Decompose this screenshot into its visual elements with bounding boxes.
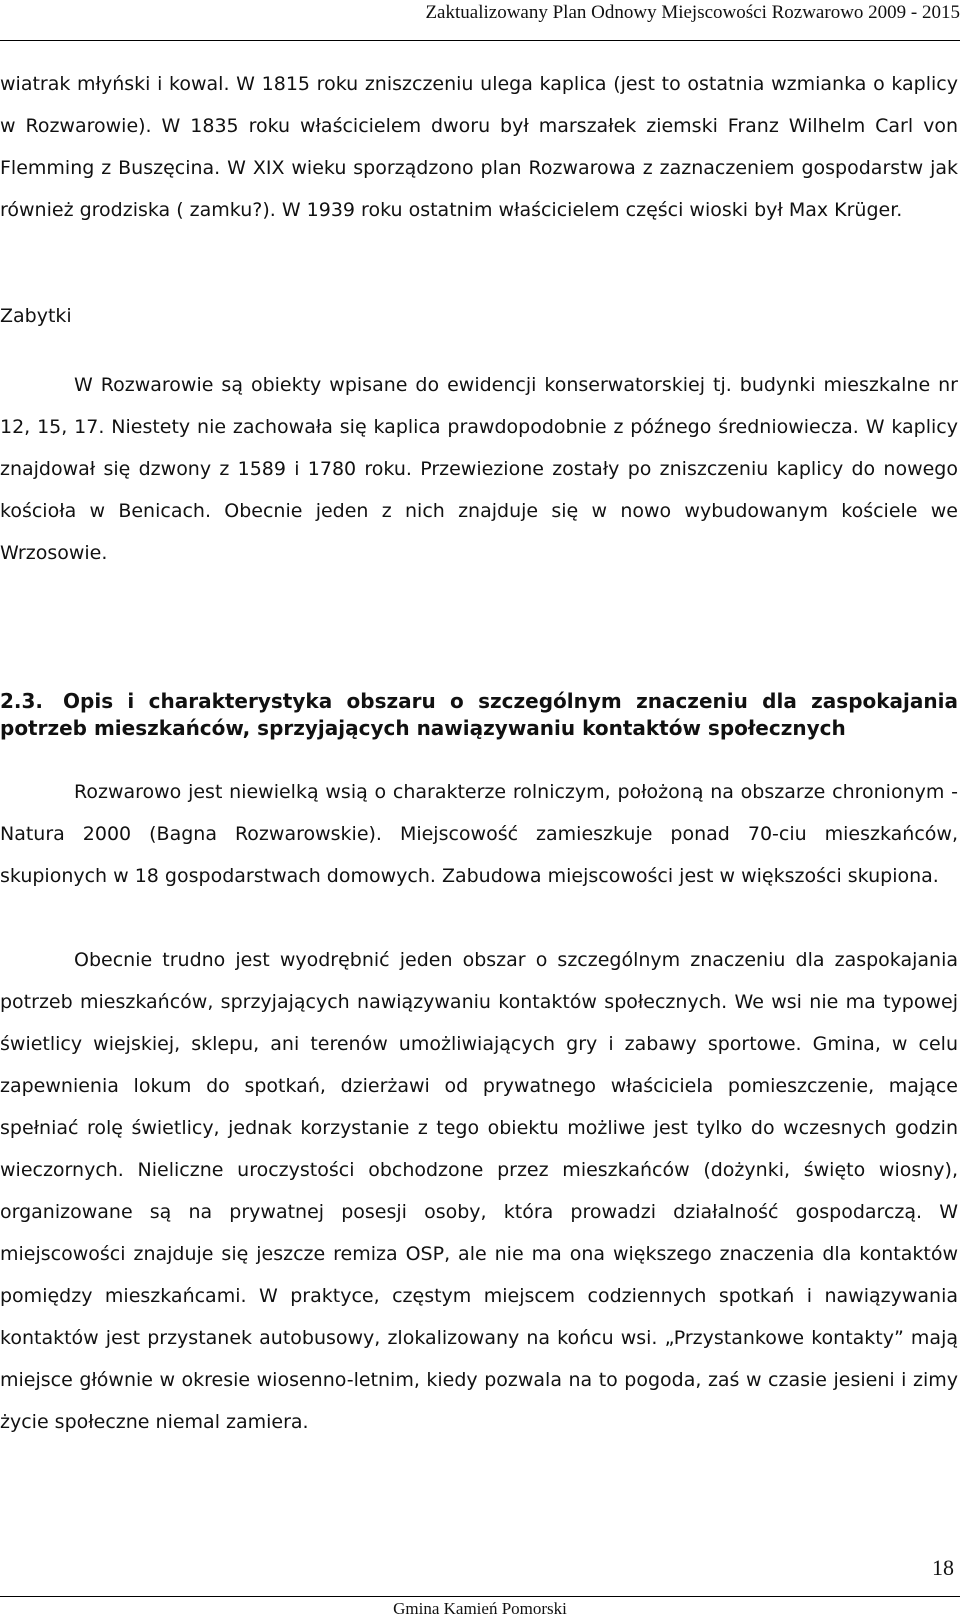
section-title: Opis i charakterystyka obszaru o szczególnym znaczeniu dla zaspokajania potrzeb mieszkańców, sprzyjających nawiązywaniu kontaktów społecznych: [0, 689, 958, 740]
section-paragraph-1: Rozwarowo jest niewielką wsią o charakterze rolniczym, położoną na obszarze chronionym - Natura 2000 (Bagna Rozwarowskie). Miejscowość zamieszkuje ponad 70-ciu mieszkańców, skupionych w 18 gospodarstwach domowych. Zabudowa miejscowości jest w większości skupiona.: [0, 781, 958, 887]
page-header: [0, 0, 960, 41]
section-heading: [0, 688, 958, 742]
zabytki-heading: Zabytki: [0, 305, 72, 327]
page-footer: [0, 1596, 960, 1621]
zabytki-paragraph: W Rozwarowie są obiekty wpisane do ewidencji konserwatorskiej tj. budynki mieszkalne nr 12, 15, 17. Niestety nie zachowała się kaplica prawdopodobnie z późnego średniowiecza. W kaplicy znajdował się dzwony z 1589 i 1780 roku. Przewiezione zostały po zniszczeniu kaplicy do nowego kościoła w Benicach. Obecnie jeden z nich znajduje się w nowo wybudowanym kościele we Wrzosowie.: [0, 374, 958, 564]
header-title: Zaktualizowany Plan Odnowy Miejscowości Rozwarowo 2009 - 2015: [425, 2, 960, 23]
history-paragraph: wiatrak młyński i kowal. W 1815 roku zniszczeniu ulega kaplica (jest to ostatnia wzmianka o kaplicy w Rozwarowie). W 1835 roku właścicielem dworu był marszałek ziemski Franz Wilhelm Carl von Flemming z Buszęcina. W XIX wieku sporządzono plan Rozwarowa z zaznaczeniem gospodarstw jak również grodziska ( zamku?). W 1939 roku ostatnim właścicielem części wioski był Max Krüger.: [0, 73, 958, 221]
footer-text: Gmina Kamień Pomorski: [393, 1599, 567, 1618]
page-number: 18: [932, 1555, 954, 1580]
section-paragraph-2: Obecnie trudno jest wyodrębnić jeden obszar o szczególnym znaczeniu dla zaspokajania potrzeb mieszkańców, sprzyjających nawiązywaniu kontaktów społecznych. We wsi nie ma typowej świetlicy wiejskiej, sklepu, ani terenów umożliwiających gry i zabawy sportowe. Gmina, w celu zapewnienia lokum do spotkań, dzierżawi od prywatnego właściciela pomieszczenie, mające spełniać rolę świetlicy, jednak korzystanie z tego obiektu możliwe jest tylko do wczesnych godzin wieczornych. Nieliczne uroczystości obchodzone przez mieszkańców (dożynki, święto wiosny), organizowane są na prywatnej posesji osoby, która prowadzi działalność gospodarczą. W miejscowości znajduje się jeszcze remiza OSP, ale nie ma ona większego znaczenia dla kontaktów pomiędzy mieszkańcami. W praktyce, częstym miejscem codziennych spotkań i nawiązywania kontaktów jest przystanek autobusowy, zlokalizowany na końcu wsi. „Przystankowe kontakty” mają miejsce głównie w okresie wiosenno-letnim, kiedy pozwala na to pogoda, zaś w czasie jesieni i zimy życie społeczne niemal zamiera.: [0, 949, 958, 1433]
section-number: 2.3.: [0, 689, 44, 713]
